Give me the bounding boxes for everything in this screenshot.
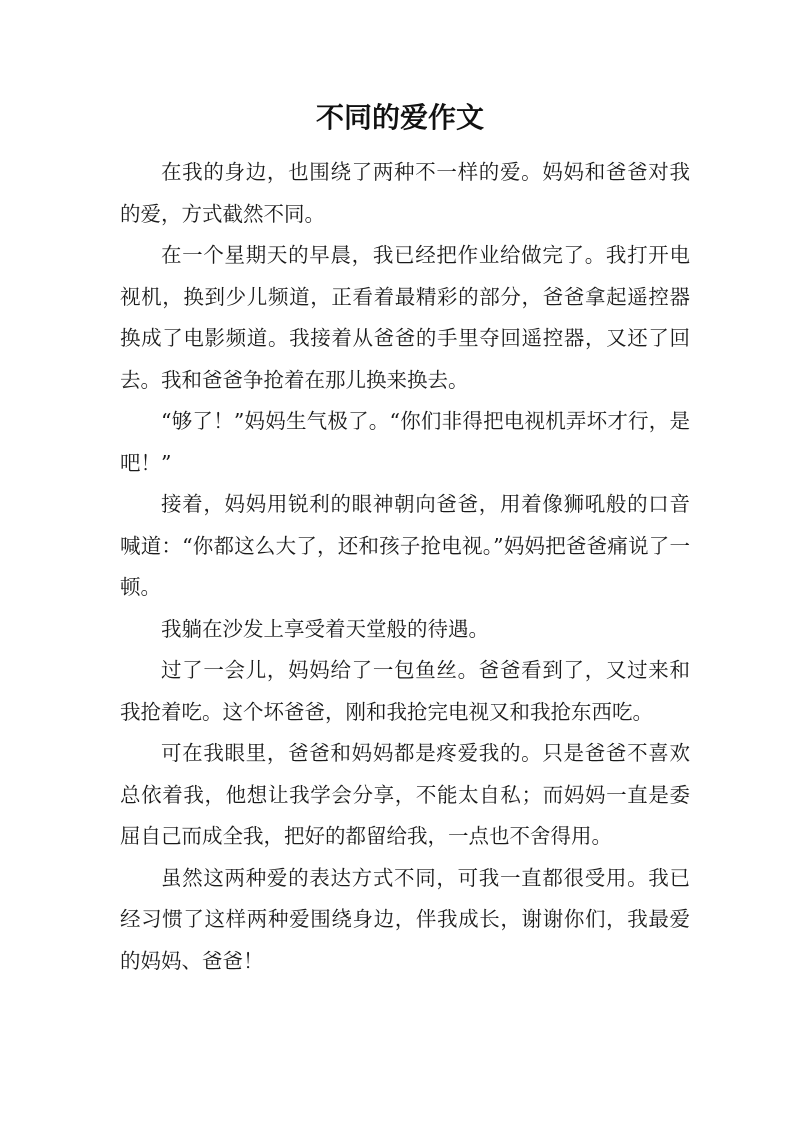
essay-body: [120, 152, 690, 982]
page-title: 不同的爱作文: [315, 101, 484, 134]
paragraph: “够了！”妈妈生气极了。“你们非得把电视机弄坏才行，是吧！”: [120, 409, 690, 475]
paragraph: 接着，妈妈用锐利的眼神朝向爸爸，用着像狮吼般的口音喊道：“你都这么大了，还和孩子抢电视。”妈妈把爸爸痛说了一顿。: [120, 492, 690, 599]
paragraph: 在一个星期天的早晨，我已经把作业给做完了。我打开电视机，换到少儿频道，正看着最精彩的部分，爸爸拿起遥控器换成了电影频道。我接着从爸爸的手里夺回遥控器，又还了回去。我和爸爸争抢着在那儿换来换去。: [120, 243, 690, 392]
paragraph: 在我的身边，也围绕了两种不一样的爱。妈妈和爸爸对我的爱，方式截然不同。: [120, 160, 690, 226]
paragraph: 虽然这两种爱的表达方式不同，可我一直都很受用。我已经习惯了这样两种爱围绕身边，伴我成长，谢谢你们，我最爱的妈妈、爸爸！: [120, 865, 690, 973]
paragraph: 可在我眼里，爸爸和妈妈都是疼爱我的。只是爸爸不喜欢总依着我，他想让我学会分享，不能太自私；而妈妈一直是委屈自己而成全我，把好的都留给我，一点也不舍得用。: [120, 741, 690, 848]
paragraph: 过了一会儿，妈妈给了一包鱼丝。爸爸看到了，又过来和我抢着吃。这个坏爸爸，刚和我抢完电视又和我抢东西吃。: [120, 658, 690, 724]
paragraph: 我躺在沙发上享受着天堂般的待遇。: [161, 616, 489, 641]
